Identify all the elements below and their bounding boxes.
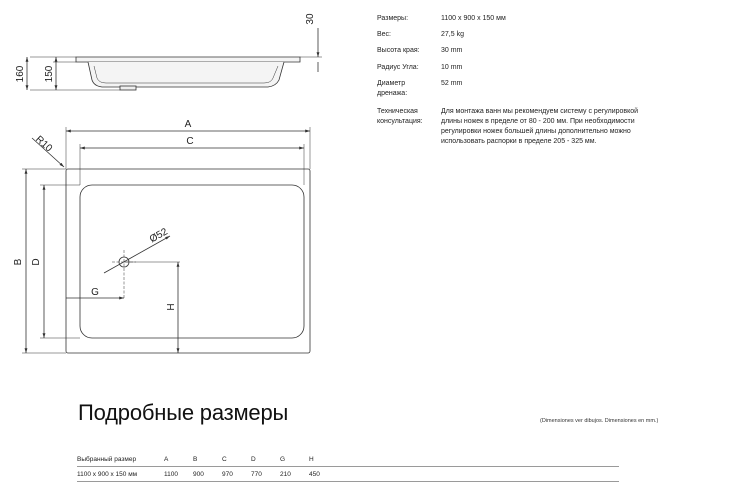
dimensions-note: (Dimensiones ver dibujos. Dimensiones en mm.) (540, 418, 659, 424)
spec-corner-radius (377, 63, 677, 73)
label-total-height: 160 (15, 65, 26, 83)
table-cell: 210 (280, 467, 309, 482)
top-view (22, 127, 310, 353)
spec-key: Техническая консультация: (377, 108, 423, 125)
table-header-cell: Выбранный размер (77, 452, 164, 467)
spec-rim-height (377, 46, 677, 56)
spec-value: Для монтажа ванн мы рекомендуем систему с регулировкой длины ножек в пределе от 80 - 200 мм. При необходимости регулировки ножек большей длины дополнительно можно использовать распорки в пределе 205 - 325 мм. (441, 108, 639, 145)
side-profile-view (27, 28, 322, 90)
tray-rim (76, 57, 300, 62)
spec-drain-diameter (377, 79, 677, 99)
spec-size (377, 14, 677, 24)
spec-value: 52 mm (441, 80, 463, 87)
spec-value: 30 mm (441, 47, 463, 54)
spec-key: Размеры: (377, 15, 409, 22)
label-rim-height: 30 (305, 13, 316, 25)
spec-value: 27,5 kg (441, 31, 464, 38)
label-radius: R10 (33, 133, 55, 155)
table-header-cell: H (309, 452, 619, 467)
table-header-cell: C (222, 452, 251, 467)
spec-key: Радиус Угла: (377, 64, 419, 71)
table-cell: 1100 (164, 467, 193, 482)
table-cell: 450 (309, 467, 619, 482)
table-cell: 970 (222, 467, 251, 482)
label-B: B (13, 258, 24, 266)
table-header-cell: G (280, 452, 309, 467)
table-header-row (77, 452, 619, 467)
label-C: C (186, 136, 194, 147)
label-G: G (91, 287, 99, 298)
table-header-cell: A (164, 452, 193, 467)
table-cell: 770 (251, 467, 280, 482)
table-header-cell: B (193, 452, 222, 467)
section-title: Подробные размеры (78, 400, 289, 425)
label-H: H (166, 303, 177, 311)
spec-technical-advice (377, 107, 677, 149)
spec-value: 1100 x 900 x 150 мм (441, 15, 506, 22)
table-cell: 1100 x 900 x 150 мм (77, 467, 164, 482)
table-header-cell: D (251, 452, 280, 467)
table-cell: 900 (193, 467, 222, 482)
label-drain: Ø52 (147, 226, 170, 246)
label-D: D (31, 258, 42, 266)
label-tray-height: 150 (44, 65, 55, 83)
spec-key: Диаметр дренажа: (377, 80, 408, 97)
spec-value: 10 mm (441, 64, 463, 71)
drain-outlet (120, 86, 136, 90)
spec-weight (377, 30, 677, 40)
size-table (77, 452, 619, 482)
label-A: A (184, 119, 192, 130)
spec-key: Вес: (377, 31, 392, 38)
spec-key: Высота края: (377, 47, 420, 54)
tray-basin (80, 185, 304, 338)
table-row (77, 467, 619, 482)
